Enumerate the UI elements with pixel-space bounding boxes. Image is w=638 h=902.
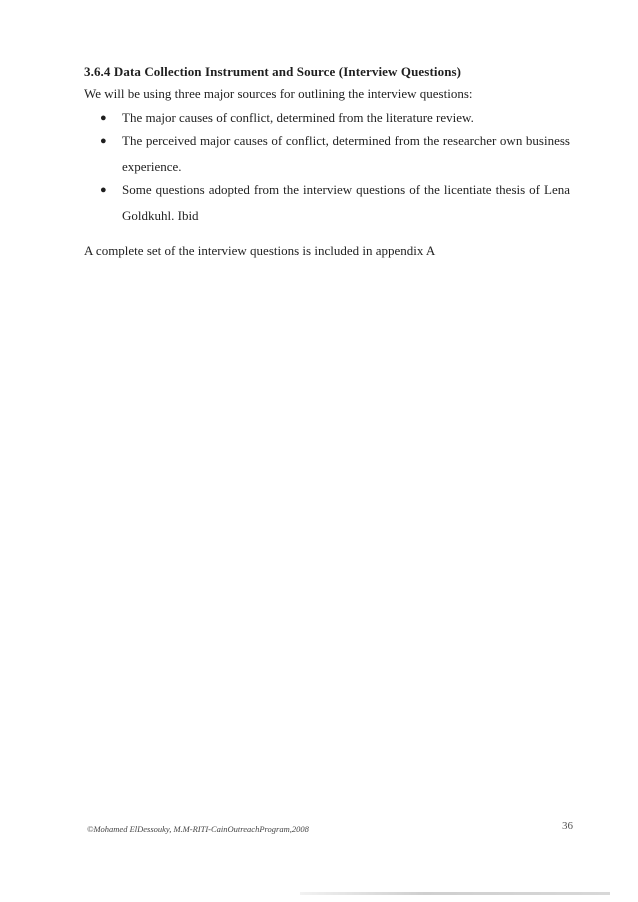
scan-edge-shadow [300, 892, 610, 895]
bullet-icon: ● [100, 184, 107, 196]
list-item [100, 177, 570, 229]
list-item [100, 128, 570, 180]
section-heading: 3.6.4 Data Collection Instrument and Source (Interview Questions) [84, 64, 462, 79]
footer-copyright: ©Mohamed ElDessouky, M.M-RITI-CainOutreachProgram,2008 [87, 824, 309, 834]
list-item-text [122, 177, 570, 229]
list-item-text: The major causes of conflict, determined from the literature review. [122, 110, 474, 125]
list-item-text-line: Goldkuhl. Ibid [122, 208, 199, 223]
list-item-text-line: Some questions adopted from the interview questions of the licentiate thesis of Lena [122, 182, 570, 197]
bullet-icon: ● [100, 112, 107, 124]
intro-paragraph: We will be using three major sources for outlining the interview questions: [84, 86, 473, 101]
closing-paragraph: A complete set of the interview questions is included in appendix A [84, 243, 436, 258]
bullet-icon: ● [100, 135, 107, 147]
page-number: 36 [562, 820, 573, 832]
list-item-text: The perceived major causes of conflict, determined from the researcher own business experience. [122, 133, 570, 174]
